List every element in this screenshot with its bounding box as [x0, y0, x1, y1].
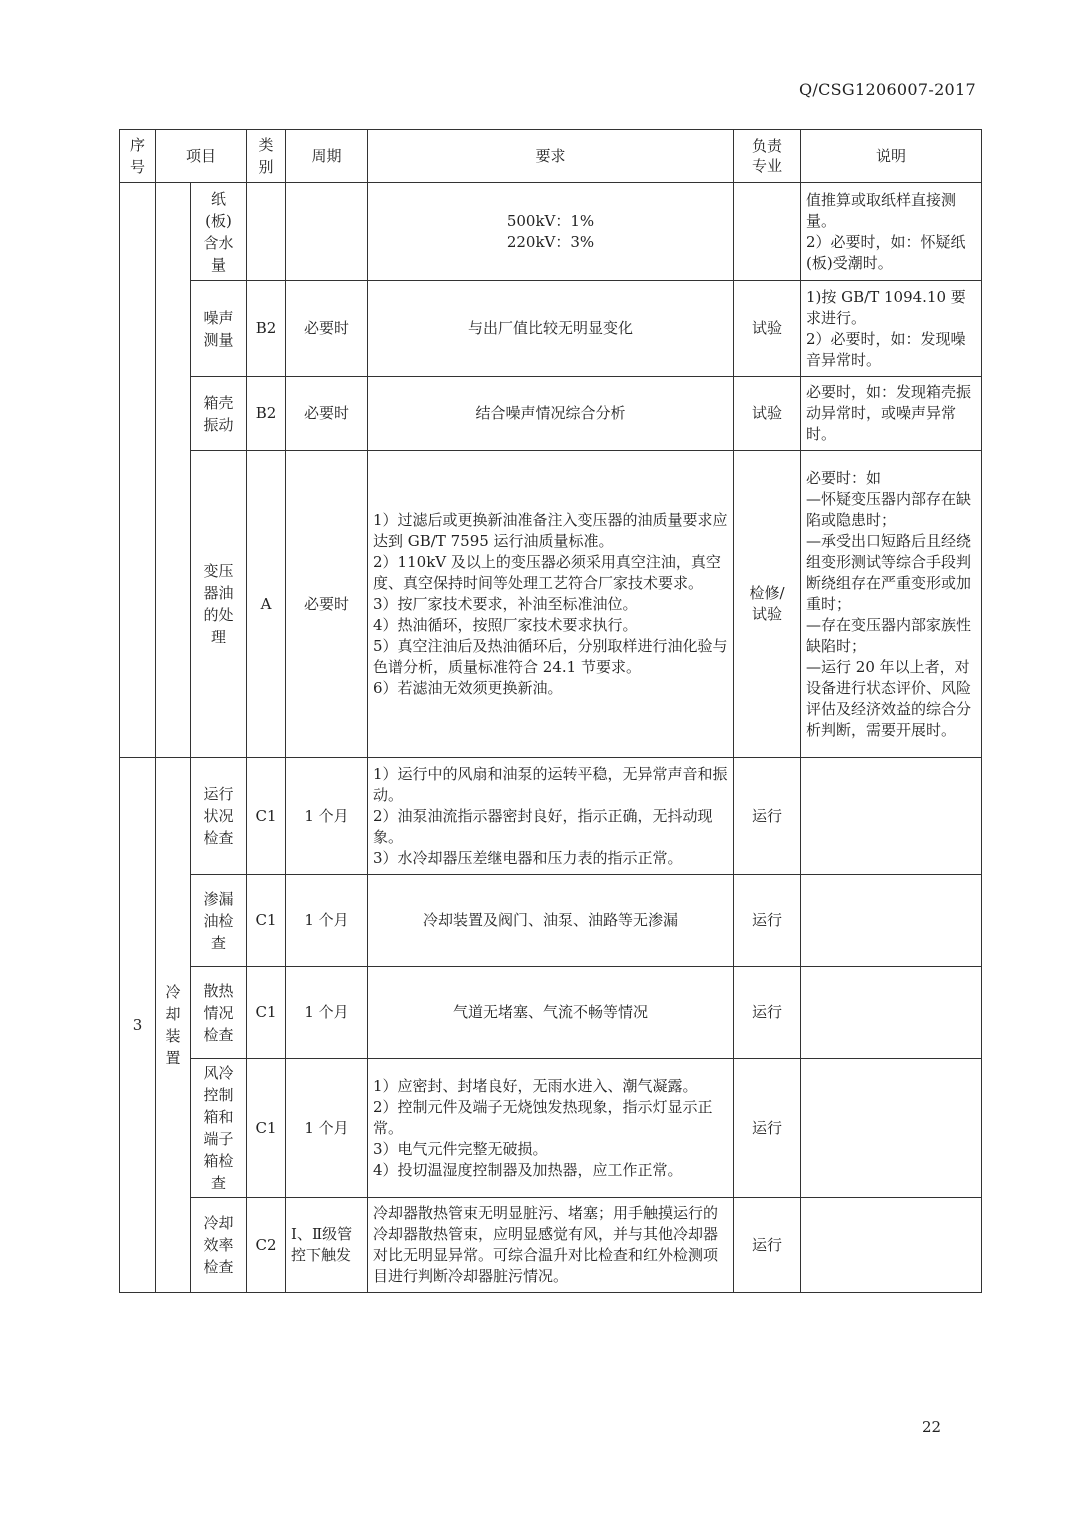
category-cell: B2: [247, 377, 286, 451]
row-number: 3: [120, 758, 156, 1293]
department-cell: 运行: [734, 1059, 801, 1198]
note-cell: [801, 967, 982, 1059]
item-cell: 冷却效率检查: [191, 1198, 247, 1293]
table-row: [120, 1059, 982, 1198]
period-cell: 必要时: [286, 377, 368, 451]
table-row: [120, 183, 982, 281]
category-cell: A: [247, 451, 286, 758]
requirement-cell: 结合噪声情况综合分析: [368, 377, 734, 451]
requirement-cell: 冷却器散热管束无明显脏污、堵塞；用手触摸运行的冷却器散热管束，应明显感觉有风，并与其他冷却器对比无明显异常。可综合温升对比检查和红外检测项目进行判断冷却器脏污情况。: [368, 1198, 734, 1293]
header-item: 项目: [156, 130, 247, 183]
item-cell: 风冷控制箱和端子箱检查: [191, 1059, 247, 1198]
header-category: 类别: [247, 130, 286, 183]
note-cell: [801, 875, 982, 967]
period-cell: [286, 183, 368, 281]
department-cell: 检修/试验: [734, 451, 801, 758]
item-cell: 噪声测量: [191, 281, 247, 377]
table-row: [120, 758, 982, 875]
category-cell: C1: [247, 1059, 286, 1198]
period-cell: 1 个月: [286, 967, 368, 1059]
note-cell: [801, 758, 982, 875]
item-cell: 纸(板)含水量: [191, 183, 247, 281]
table-row: [120, 875, 982, 967]
period-cell: 必要时: [286, 451, 368, 758]
requirement-cell: 1）运行中的风扇和油泵的运转平稳，无异常声音和振动。 2）油泵油流指示器密封良好，指示正确，无抖动现象。 3）水冷却器压差继电器和压力表的指示正常。: [368, 758, 734, 875]
note-cell: 必要时：如 —怀疑变压器内部存在缺陷或隐患时； —承受出口短路后且经绕组变形测试等综合手段判断绕组存在严重变形或加重时； —存在变压器内部家族性缺陷时； —运行 20 年以上者，对设备进行状态评价、风险评估及经济效益的综合分析判断，需要开展时。: [801, 451, 982, 758]
table-row: [120, 967, 982, 1059]
table-row: [120, 451, 982, 758]
period-cell: 1 个月: [286, 875, 368, 967]
header-note: 说明: [801, 130, 982, 183]
department-cell: 运行: [734, 758, 801, 875]
section-name: 冷却装置: [156, 758, 191, 1293]
note-cell: [801, 1198, 982, 1293]
period-cell: Ⅰ、Ⅱ级管控下触发: [286, 1198, 368, 1293]
note-cell: 1)按 GB/T 1094.10 要求进行。 2）必要时，如：发现噪音异常时。: [801, 281, 982, 377]
item-cell: 箱壳振动: [191, 377, 247, 451]
category-cell: C1: [247, 967, 286, 1059]
requirement-cell: 500kV：1% 220kV：3%: [368, 183, 734, 281]
department-cell: 运行: [734, 875, 801, 967]
header-department: 负责专业: [734, 130, 801, 183]
requirement-cell: 冷却装置及阀门、油泵、油路等无渗漏: [368, 875, 734, 967]
item-cell: 变压器油的处理: [191, 451, 247, 758]
category-cell: [247, 183, 286, 281]
page-number: 22: [922, 1418, 942, 1436]
department-cell: 试验: [734, 281, 801, 377]
item-cell: 运行状况检查: [191, 758, 247, 875]
category-cell: C2: [247, 1198, 286, 1293]
table-row: [120, 1198, 982, 1293]
period-cell: 1 个月: [286, 758, 368, 875]
header-no: 序号: [120, 130, 156, 183]
document-code: Q/CSG1206007-2017: [799, 80, 976, 99]
note-cell: 值推算或取纸样直接测量。 2）必要时，如：怀疑纸(板)受潮时。: [801, 183, 982, 281]
header-requirement: 要求: [368, 130, 734, 183]
note-cell: [801, 1059, 982, 1198]
table-header-row: [120, 130, 982, 183]
period-cell: 必要时: [286, 281, 368, 377]
department-cell: 运行: [734, 1198, 801, 1293]
department-cell: [734, 183, 801, 281]
row-number-blank: [120, 183, 156, 758]
section-blank: [156, 183, 191, 758]
item-cell: 渗漏油检查: [191, 875, 247, 967]
item-cell: 散热情况检查: [191, 967, 247, 1059]
department-cell: 运行: [734, 967, 801, 1059]
table-row: [120, 281, 982, 377]
requirement-cell: 气道无堵塞、气流不畅等情况: [368, 967, 734, 1059]
note-cell: 必要时，如：发现箱壳振动异常时，或噪声异常时。: [801, 377, 982, 451]
maintenance-spec-table: [119, 129, 982, 1293]
period-cell: 1 个月: [286, 1059, 368, 1198]
department-cell: 试验: [734, 377, 801, 451]
requirement-cell: 1）过滤后或更换新油准备注入变压器的油质量要求应达到 GB/T 7595 运行油质量标准。 2）110kV 及以上的变压器必须采用真空注油，真空度、真空保持时间等处理工艺符合厂家技术要求。 3）按厂家技术要求，补油至标准油位。 4）热油循环，按照厂家技术要求执行。 5）真空注油后及热油循环后，分别取样进行油化验与色谱分析，质量标准符合 24.1 节要求。 6）若滤油无效须更换新油。: [368, 451, 734, 758]
category-cell: B2: [247, 281, 286, 377]
category-cell: C1: [247, 875, 286, 967]
category-cell: C1: [247, 758, 286, 875]
header-period: 周期: [286, 130, 368, 183]
requirement-cell: 1）应密封、封堵良好，无雨水进入、潮气凝露。 2）控制元件及端子无烧蚀发热现象，指示灯显示正常。 3）电气元件完整无破损。 4）投切温湿度控制器及加热器，应工作正常。: [368, 1059, 734, 1198]
requirement-cell: 与出厂值比较无明显变化: [368, 281, 734, 377]
table-row: [120, 377, 982, 451]
